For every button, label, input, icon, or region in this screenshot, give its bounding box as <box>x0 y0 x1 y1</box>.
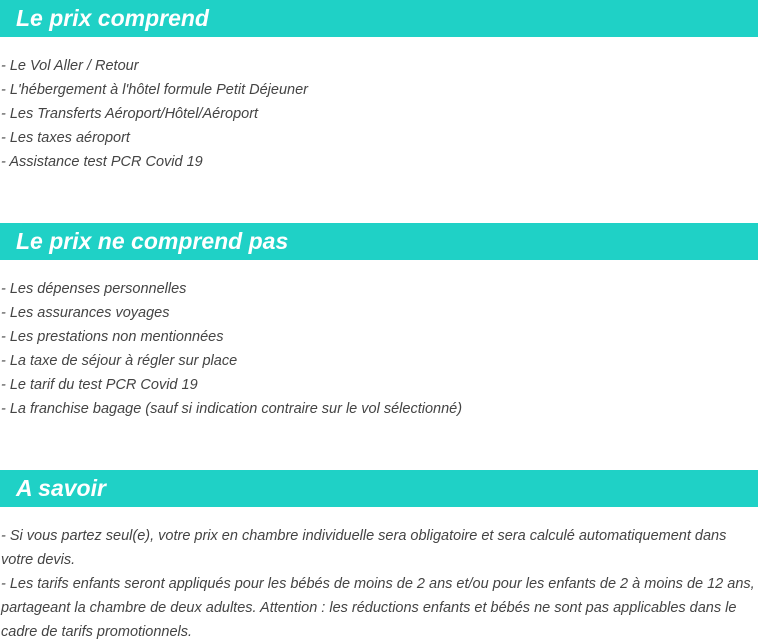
excludes-item: - Le tarif du test PCR Covid 19 <box>1 377 198 393</box>
includes-item: - Les Transferts Aéroport/Hôtel/Aéroport <box>1 106 259 122</box>
excludes-list <box>1 277 755 421</box>
includes-item: - Les taxes aéroport <box>1 130 130 146</box>
notes-item: - Si vous partez seul(e), votre prix en chambre individuelle sera obligatoire et sera calculé automatiquement dans votre devis. <box>1 528 727 568</box>
excludes-item: - La franchise bagage (sauf si indication contraire sur le vol sélectionné) <box>1 401 463 417</box>
notes-title: A savoir <box>16 475 106 501</box>
notes-item: - Les tarifs enfants seront appliqués pour les bébés de moins de 2 ans et/ou pour les enfants de 2 à moins de 12 ans, partageant la chambre de deux adultes. Attention : les réductions enfants et bébés ne sont pas applicables dans le cadre de tarifs promotionnels. <box>1 576 755 640</box>
includes-title: Le prix comprend <box>16 5 209 31</box>
excludes-item: - Les dépenses personnelles <box>1 281 187 297</box>
includes-list <box>1 54 755 174</box>
includes-header <box>0 0 758 37</box>
excludes-item: - Les assurances voyages <box>1 305 170 321</box>
includes-item: - Le Vol Aller / Retour <box>1 58 139 74</box>
notes-header <box>0 470 758 507</box>
excludes-item: - La taxe de séjour à régler sur place <box>1 353 238 369</box>
excludes-header <box>0 223 758 260</box>
includes-item: - Assistance test PCR Covid 19 <box>1 154 203 170</box>
includes-item: - L'hébergement à l'hôtel formule Petit Déjeuner <box>1 82 308 98</box>
notes-list <box>1 524 755 644</box>
excludes-title: Le prix ne comprend pas <box>16 228 289 254</box>
excludes-item: - Les prestations non mentionnées <box>1 329 224 345</box>
